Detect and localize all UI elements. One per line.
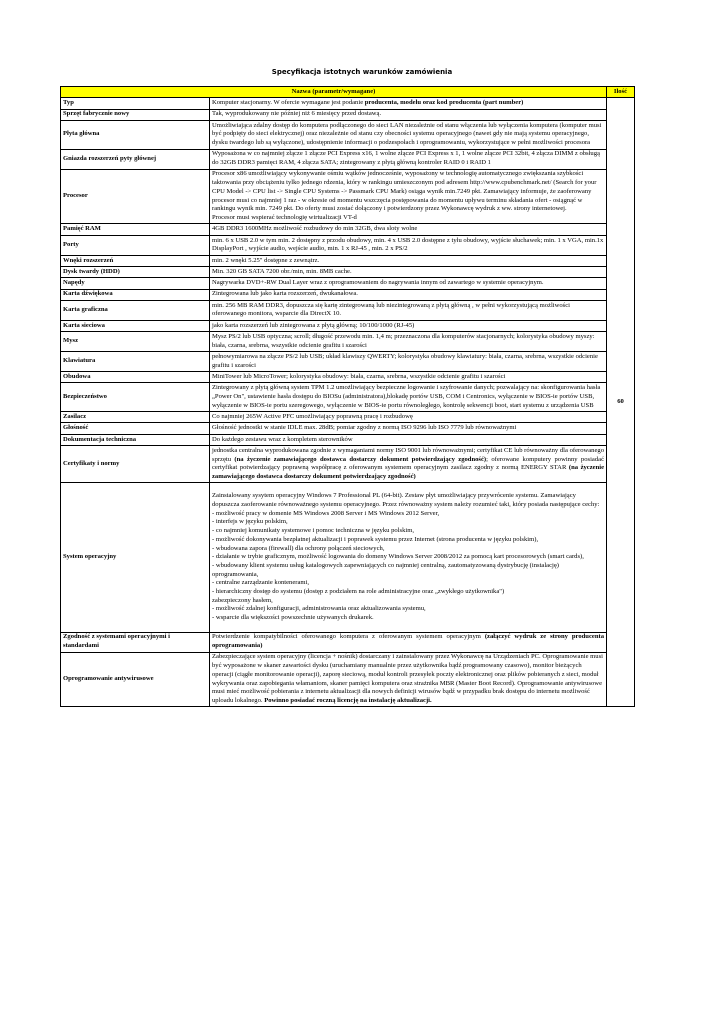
- table-row: [61, 483, 635, 632]
- text-run: pełnowymiarowa na złącze PS/2 lub USB; układ klawiszy QWERTY; kolorystyka obudowy klawiatury: biała, czarna, srebrna, wszystkie odcienie grafitu i szarości: [212, 352, 598, 369]
- table-row: [61, 412, 635, 423]
- parameter-value: [210, 267, 607, 278]
- text-run: 4GB DDR3 1600MHz możliwość rozbudowy do min 32GB, dwa sloty wolne: [212, 225, 418, 233]
- document-title: Specyfikacja istotnych warunków zamówienia: [271, 68, 453, 76]
- bold-text: (na życzenie zamawiającego dostawca dostarczy dokument potwierdzający zgodność): [234, 455, 487, 463]
- text-run: Wyposażona w co najmniej złącze 1 złącze PCI Express x16, 1 wolne złącze PCI Express x 1, 1 wolne złącze PCI 32bit, 4 złącza DIMM z obsługą do 32GB DDR3 pamięci RAM, 4 złącza SATA; zintegrowany z płytą główną kontroler RAID 0 i RAID 1: [212, 150, 600, 167]
- parameter-name: Mysz: [61, 332, 210, 352]
- parameter-value: [210, 255, 607, 266]
- table-row: [61, 320, 635, 331]
- table-row: [61, 109, 635, 120]
- table-row: [61, 632, 635, 652]
- table-body: [61, 98, 635, 707]
- text-run: Mysz PS/2 lub USB optyczna; scroll; długość przewodu min. 1,4 m; przeznaczona dla komputerów stacjonarnych; kolorystyka obudowy myszy: biała, czarna, srebrna, wszystkie odcienie grafitu i szarości: [212, 332, 595, 349]
- parameter-value: [210, 98, 607, 109]
- parameter-value: [210, 149, 607, 169]
- text-run: Zabezpieczające system operacyjny (licencja + nośnik) dostarczany i zainstalowany przez Wykonawcę na Urządzeniach PC. Oprogramowanie musi być wyposażone w skaner zawartości dysku (uruchamiany manualnie przez użytkownika bądź programowany czasowo), monitor bieżących operacji (ciągłe monitorowanie operacji), zaporę sieciową, moduł kontroli przesyłek poczty elektronicznej oraz plików pobieranych z sieci, moduł wykrywania oraz zapobiegania włamaniom, skaner pamięci komputera oraz strażnika MBR (Master Boot Record). Oprogramowanie antywirusowe musi mieć możliwość pobierania z internetu aktualizacji dla nowych definicji wirusów bądź w przypadku brak dostępu do internetu możliwość uploadu lokalnego.: [212, 653, 603, 704]
- table-row: [61, 98, 635, 109]
- text-run: Procesor x86 umożliwiający wykonywanie ośmiu wątków jednocześnie, wyposażony w technologię automatycznego zwiększania szybkości taktowania przy obciążeniu tylko jednego rdzenia, który w rankingu umieszczonym pod adresem http://www.cpubenchmark.net/ (Search for your CPU Model -> CPU list -> Single CPU Systems -> Passmark CPU Mark) osiąga wynik min.7249 pkt. Zamawiający informuje, że zaoferowany procesor musi co najmniej 1 raz - w okresie od momentu wszczęcia postępowania do momentu upływu terminu składania ofert - osiągnąć w rankingu wynik min. 7249 pkt. Do oferty musi zostać dołączony i potwierdzony przez Wykonawcę wydruk z ww. strony internetowej. Procesor musi wspierać technologię wirtualizacji VT-d: [212, 170, 597, 221]
- parameter-value: [210, 289, 607, 300]
- parameter-value: [210, 224, 607, 235]
- parameter-value: [210, 483, 607, 632]
- table-row: [61, 267, 635, 278]
- parameter-name: Gniazda rozszerzeń pyty głównej: [61, 149, 210, 169]
- parameter-value: [210, 423, 607, 434]
- parameter-name: System operacyjny: [61, 483, 210, 632]
- table-row: [61, 372, 635, 383]
- parameter-value: [210, 300, 607, 320]
- parameter-value: [210, 320, 607, 331]
- text-run: Tak, wyprodukowany nie później niż 6 miesięcy przed dostawą.: [212, 110, 382, 118]
- table-row: [61, 446, 635, 483]
- text-run: Nagrywarka DVD+-RW Dual Layer wraz z oprogramowaniem do nagrywania innym od zawartego w systemie operacyjnym.: [212, 279, 544, 287]
- header-name: Nazwa (parametr/wymagane): [61, 87, 607, 98]
- parameter-value: [210, 109, 607, 120]
- parameter-value: [210, 169, 607, 224]
- parameter-name: Sprzęt fabrycznie nowy: [61, 109, 210, 120]
- text-run: ; oferowane komputery powinny posiadać certyfikat potwierdzający poprawną współpracę z oferowanym systemem operacyjnym zasilacz zgodny z normą ENERGY STAR: [212, 455, 605, 472]
- text-run: Zintegrowana lub jako karta rozszerzeń, dwukanałowa.: [212, 290, 358, 298]
- specification-table: [60, 86, 635, 707]
- text-run: Zainstalowany sysytem operacyjny Windows 7 Professional PL (64-bit). Zestaw płyt umożliwiający przywrócenie systemu. Zamawiający dopuszcza zaoferowanie równoważnego systemu operacyjnego. Przez równoważny system należy rozumieć taki, który posiada następujące cechy: - możliwość pracy w domenie MS Windows 2008 Server i MS Windows 2012 Server, - interfejs w języku polskim, - co najmniej komunikaty systemowe i pomoc techniczna w języku polskim, - możliwość dokonywania bezpłatnej aktualizacji i poprawek systemu przez Internet (strona producenta w języku polskim), - wbudowana zapora (firewall) dla ochrony połączeń sieciowych, - działanie w trybie graficznym, możliwość logowania do domeny Windows Server 2008/2012 za pomocą kart procesorowych (smart cards), - wbudowany klient systemu usług katalogowych zapewniających co najmniej centralną, zautomatyzowaną dystrybucję (instalację) oprogramowania, - centralne zarządzanie kontenerami, - hierarchiczny dostęp do systemu (dostęp z podziałem na role administracyjne oraz „zwykłego użytkownika") zabezpieczony hasłem, - możliwość zdalnej konfiguracji, administrowania oraz aktualizowania systemu, - wsparcie dla większości powszechnie używanych drukarek.: [212, 492, 600, 622]
- parameter-name: Oprogramowanie antywirusowe: [61, 652, 210, 707]
- parameter-value: [210, 383, 607, 412]
- text-run: Co najmniej 265W Active PFC umożliwiający poprawną pracę i rozbudowę: [212, 412, 413, 420]
- quantity-cell: 60: [607, 98, 635, 707]
- table-header-row: [61, 87, 635, 98]
- table-row: [61, 149, 635, 169]
- parameter-name: Zgodność z systemami operacyjnymi i standardami: [61, 632, 210, 652]
- parameter-name: Karta dźwiękowa: [61, 289, 210, 300]
- parameter-name: Porty: [61, 235, 210, 255]
- parameter-name: Płyta główna: [61, 120, 210, 149]
- parameter-name: Karta graficzna: [61, 300, 210, 320]
- parameter-name: Głośność: [61, 423, 210, 434]
- text-run: min. 2 wnęki 5.25" dostępne z zewnątrz.: [212, 256, 320, 264]
- parameter-value: [210, 120, 607, 149]
- parameter-name: Pamięć RAM: [61, 224, 210, 235]
- text-run: MiniTower lub MicroTower; kolorystyka obudowy: biała, czarna, srebrna, wszystkie odcienie grafitu i szarości: [212, 372, 506, 380]
- table-row: [61, 383, 635, 412]
- table-row: [61, 235, 635, 255]
- table-row: [61, 434, 635, 445]
- text-run: min. 6 x USB 2.0 w tym min. 2 dostępny z przodu obudowy, min. 4 x USB 2.0 dostępne z tyłu obudowy, wyjście słuchawek; min. 1 x VGA, min.1x DisplayPort , wyjście audio, wejście audio, min. 1 x RJ-45 , min. 2 x PS/2: [212, 236, 604, 253]
- parameter-name: Dysk twardy (HDD): [61, 267, 210, 278]
- parameter-name: Typ: [61, 98, 210, 109]
- parameter-name: Zasilacz: [61, 412, 210, 423]
- parameter-name: Klawiatura: [61, 352, 210, 372]
- table-row: [61, 224, 635, 235]
- text-run: Głośność jednostki w stanie IDLE max. 28dB; pomiar zgodny z normą ISO 9296 lub ISO 7779 lub równoważnymi: [212, 424, 517, 432]
- parameter-value: [210, 235, 607, 255]
- parameter-value: [210, 352, 607, 372]
- text-run: Potwierdzenie kompatybilności oferowanego komputera z oferowanym systemem operacyjnym: [212, 633, 485, 641]
- parameter-name: Dokumentacja techniczna: [61, 434, 210, 445]
- text-run: Komputer stacjonarny. W ofercie wymagane jest podanie: [212, 99, 365, 107]
- parameter-value: [210, 446, 607, 483]
- table-row: [61, 120, 635, 149]
- parameter-name: Bezpieczeństwo: [61, 383, 210, 412]
- parameter-value: [210, 652, 607, 707]
- parameter-name: Certyfikaty i normy: [61, 446, 210, 483]
- text-run: jednostka centralna wyprodukowana zgodnie z wymaganiami normy ISO 9001 lub równoważnymi; certyfikat CE lub równoważny dla oferowanego sprzętu: [212, 446, 604, 463]
- table-row: [61, 255, 635, 266]
- text-run: Zintegrowany z płytą główną system TPM 1.2 umożliwiający bezpieczne logowanie i szyfrowanie danych; pozwalający na: skonfigurowania hasła „Power On", ustawienie hasła dostępu do BIOSu (administratora),blokadę portów USB, COM i Centronics, wyłączenie w BIOS-ie portów USB, wyłączenie w BIOS-ie portu szeregowego, wyłączenie w BIOS-ie portu równoległego, kontrolę sekwencji boot, start systemu z urządzenia USB: [212, 384, 601, 409]
- table-row: [61, 300, 635, 320]
- parameter-name: Karta sieciowa: [61, 320, 210, 331]
- table-row: [61, 423, 635, 434]
- bold-text: Powinno posiadać roczną licencję na instalację aktualizacji.: [264, 696, 432, 704]
- header-quantity: Ilość: [607, 87, 635, 98]
- parameter-name: Procesor: [61, 169, 210, 224]
- parameter-name: Obudowa: [61, 372, 210, 383]
- text-run: Do każdego zestawu wraz z kompletem sterowników: [212, 435, 353, 443]
- parameter-value: [210, 412, 607, 423]
- parameter-value: [210, 434, 607, 445]
- parameter-name: Wnęki rozszerzeń: [61, 255, 210, 266]
- text-run: jako karta rozszerzeń lub zintegrowana z płytą główną; 10/100/1000 (RJ-45): [212, 321, 415, 329]
- table-row: [61, 278, 635, 289]
- parameter-value: [210, 632, 607, 652]
- table-row: [61, 352, 635, 372]
- parameter-name: Napędy: [61, 278, 210, 289]
- parameter-value: [210, 278, 607, 289]
- bold-text: (na życzenie zamawiającego dostawca dostarczy dokument potwierdzający zgodność): [212, 464, 604, 480]
- bold-text: (załączyć wydruk ze strony producenta oprogramowania): [212, 633, 604, 650]
- table-row: [61, 289, 635, 300]
- text-run: min. 256 MB RAM DDR3, dopuszcza się kartę zintegrowaną lub niezintegrowaną z płytą główną , w pełni wykorzystującą możliwości oferowanego monitora, wsparcie dla DirectX 10.: [212, 301, 570, 318]
- spacer: [212, 623, 604, 631]
- parameter-value: [210, 332, 607, 352]
- bold-text: producenta, modelu oraz kod producenta (part number): [364, 99, 524, 107]
- table-row: [61, 332, 635, 352]
- parameter-value: [210, 372, 607, 383]
- table-row: [61, 652, 635, 707]
- text-run: Min. 320 GB SATA 7200 obr./min, min. 8MB cache.: [212, 267, 352, 275]
- table-row: [61, 169, 635, 224]
- spacer: [212, 484, 604, 492]
- text-run: Umożliwiająca zdalny dostęp do komputera podłączonego do sieci LAN niezależnie od stanu włączenia lub wyłączenia komputera (komputer musi być podpięty do sieci elektrycznej) oraz niezależnie od stanu czy obecności systemu operacyjnego (nawet gdy nie mają systemu operacyjnego, dysku twardego lub są wyłączone), udostępnienie informacji o podzespołach i oprogramowaniu, wykorzystujące w pełni możliwości procesora: [212, 121, 602, 147]
